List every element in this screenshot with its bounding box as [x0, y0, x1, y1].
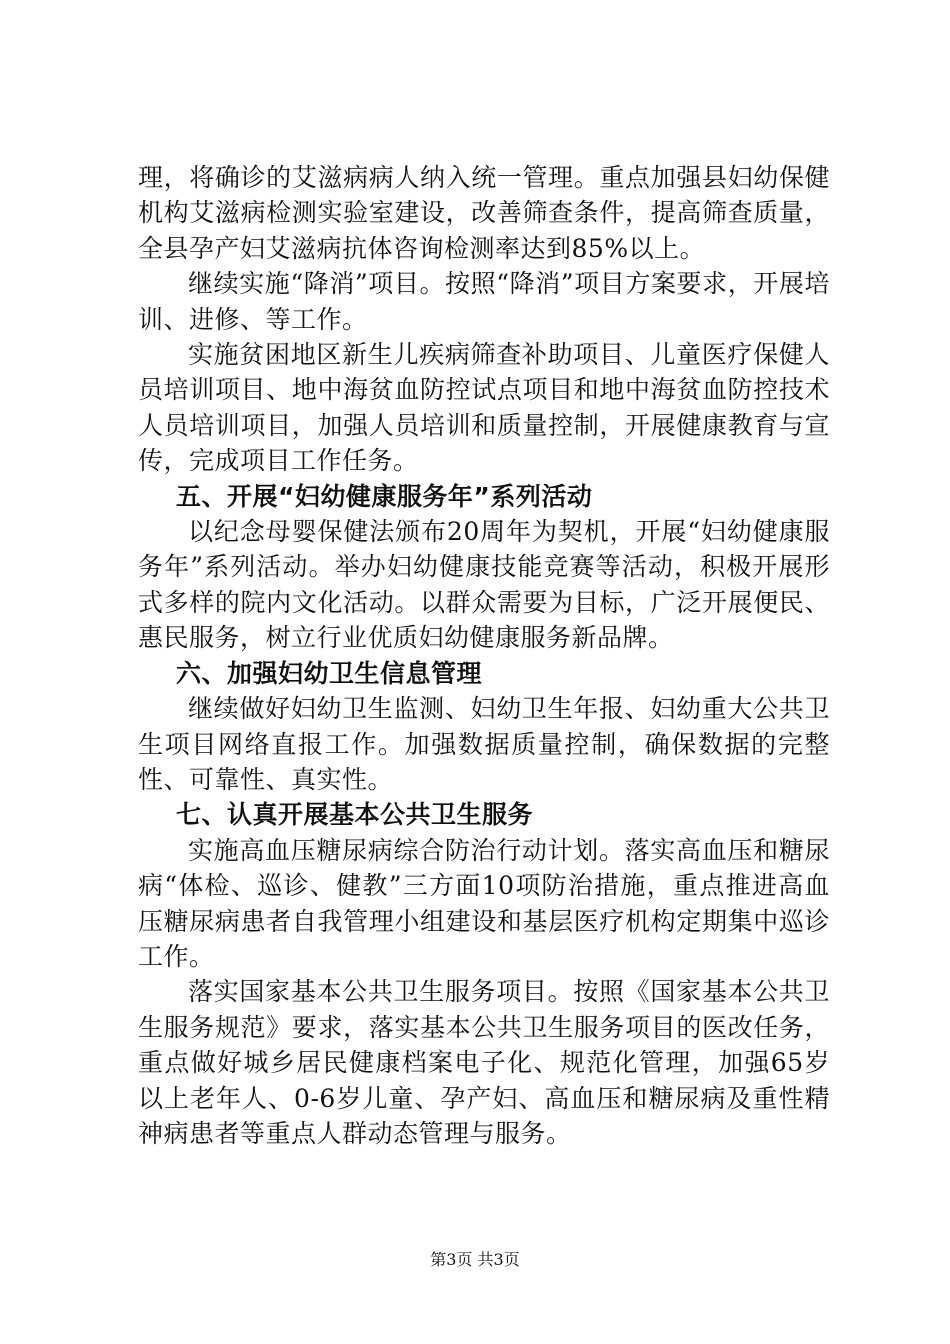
body-paragraph: 实施贫困地区新生儿疾病筛查补助项目、儿童医疗保健人员培训项目、地中海贫血防控试点项目和地中海贫血防控技术人员培训项目，加强人员培训和质量控制，开展健康教育与宣传，完成项目工作任务。	[138, 340, 830, 476]
body-paragraph: 继续做好妇幼卫生监测、妇幼卫生年报、妇幼重大公共卫生项目网络直报工作。加强数据质量控制，确保数据的完整性、可靠性、真实性。	[138, 694, 830, 794]
section-heading: 七、认真开展基本公共卫生服务	[176, 800, 534, 830]
body-paragraph: 继续实施“降消”项目。按照“降消”项目方案要求，开展培训、进修、等工作。	[138, 269, 830, 334]
body-paragraph: 落实国家基本公共卫生服务项目。按照《国家基本公共卫生服务规范》要求，落实基本公共卫生服务项目的医改任务，重点做好城乡居民健康档案电子化、规范化管理，加强65岁以上老年人、0-6岁儿童、孕产妇、高血压和糖尿病及重性精神病患者等重点人群动态管理与服务。	[138, 977, 830, 1148]
body-paragraph: 理，将确诊的艾滋病病人纳入统一管理。重点加强县妇幼保健机构艾滋病检测实验室建设，改善筛查条件，提高筛查质量，全县孕产妇艾滋病抗体咨询检测率达到85%以上。	[138, 163, 830, 263]
body-paragraph: 以纪念母婴保健法颁布20周年为契机，开展“妇幼健康服务年”系列活动。举办妇幼健康技能竞赛等活动，积极开展形式多样的院内文化活动。以群众需要为目标，广泛开展便民、惠民服务，树立行业优质妇幼健康服务新品牌。	[138, 517, 830, 653]
document-body	[138, 160, 830, 1151]
page-footer: 第3页 共3页	[430, 1250, 520, 1269]
section-heading: 五、开展“妇幼健康服务年”系列活动	[176, 481, 593, 511]
body-paragraph: 实施高血压糖尿病综合防治行动计划。落实高血压和糖尿病“体检、巡诊、健教”三方面10项防治措施，重点推进高血压糖尿病患者自我管理小组建设和基层医疗机构定期集中巡诊工作。	[138, 835, 830, 971]
section-heading: 六、加强妇幼卫生信息管理	[176, 658, 483, 688]
